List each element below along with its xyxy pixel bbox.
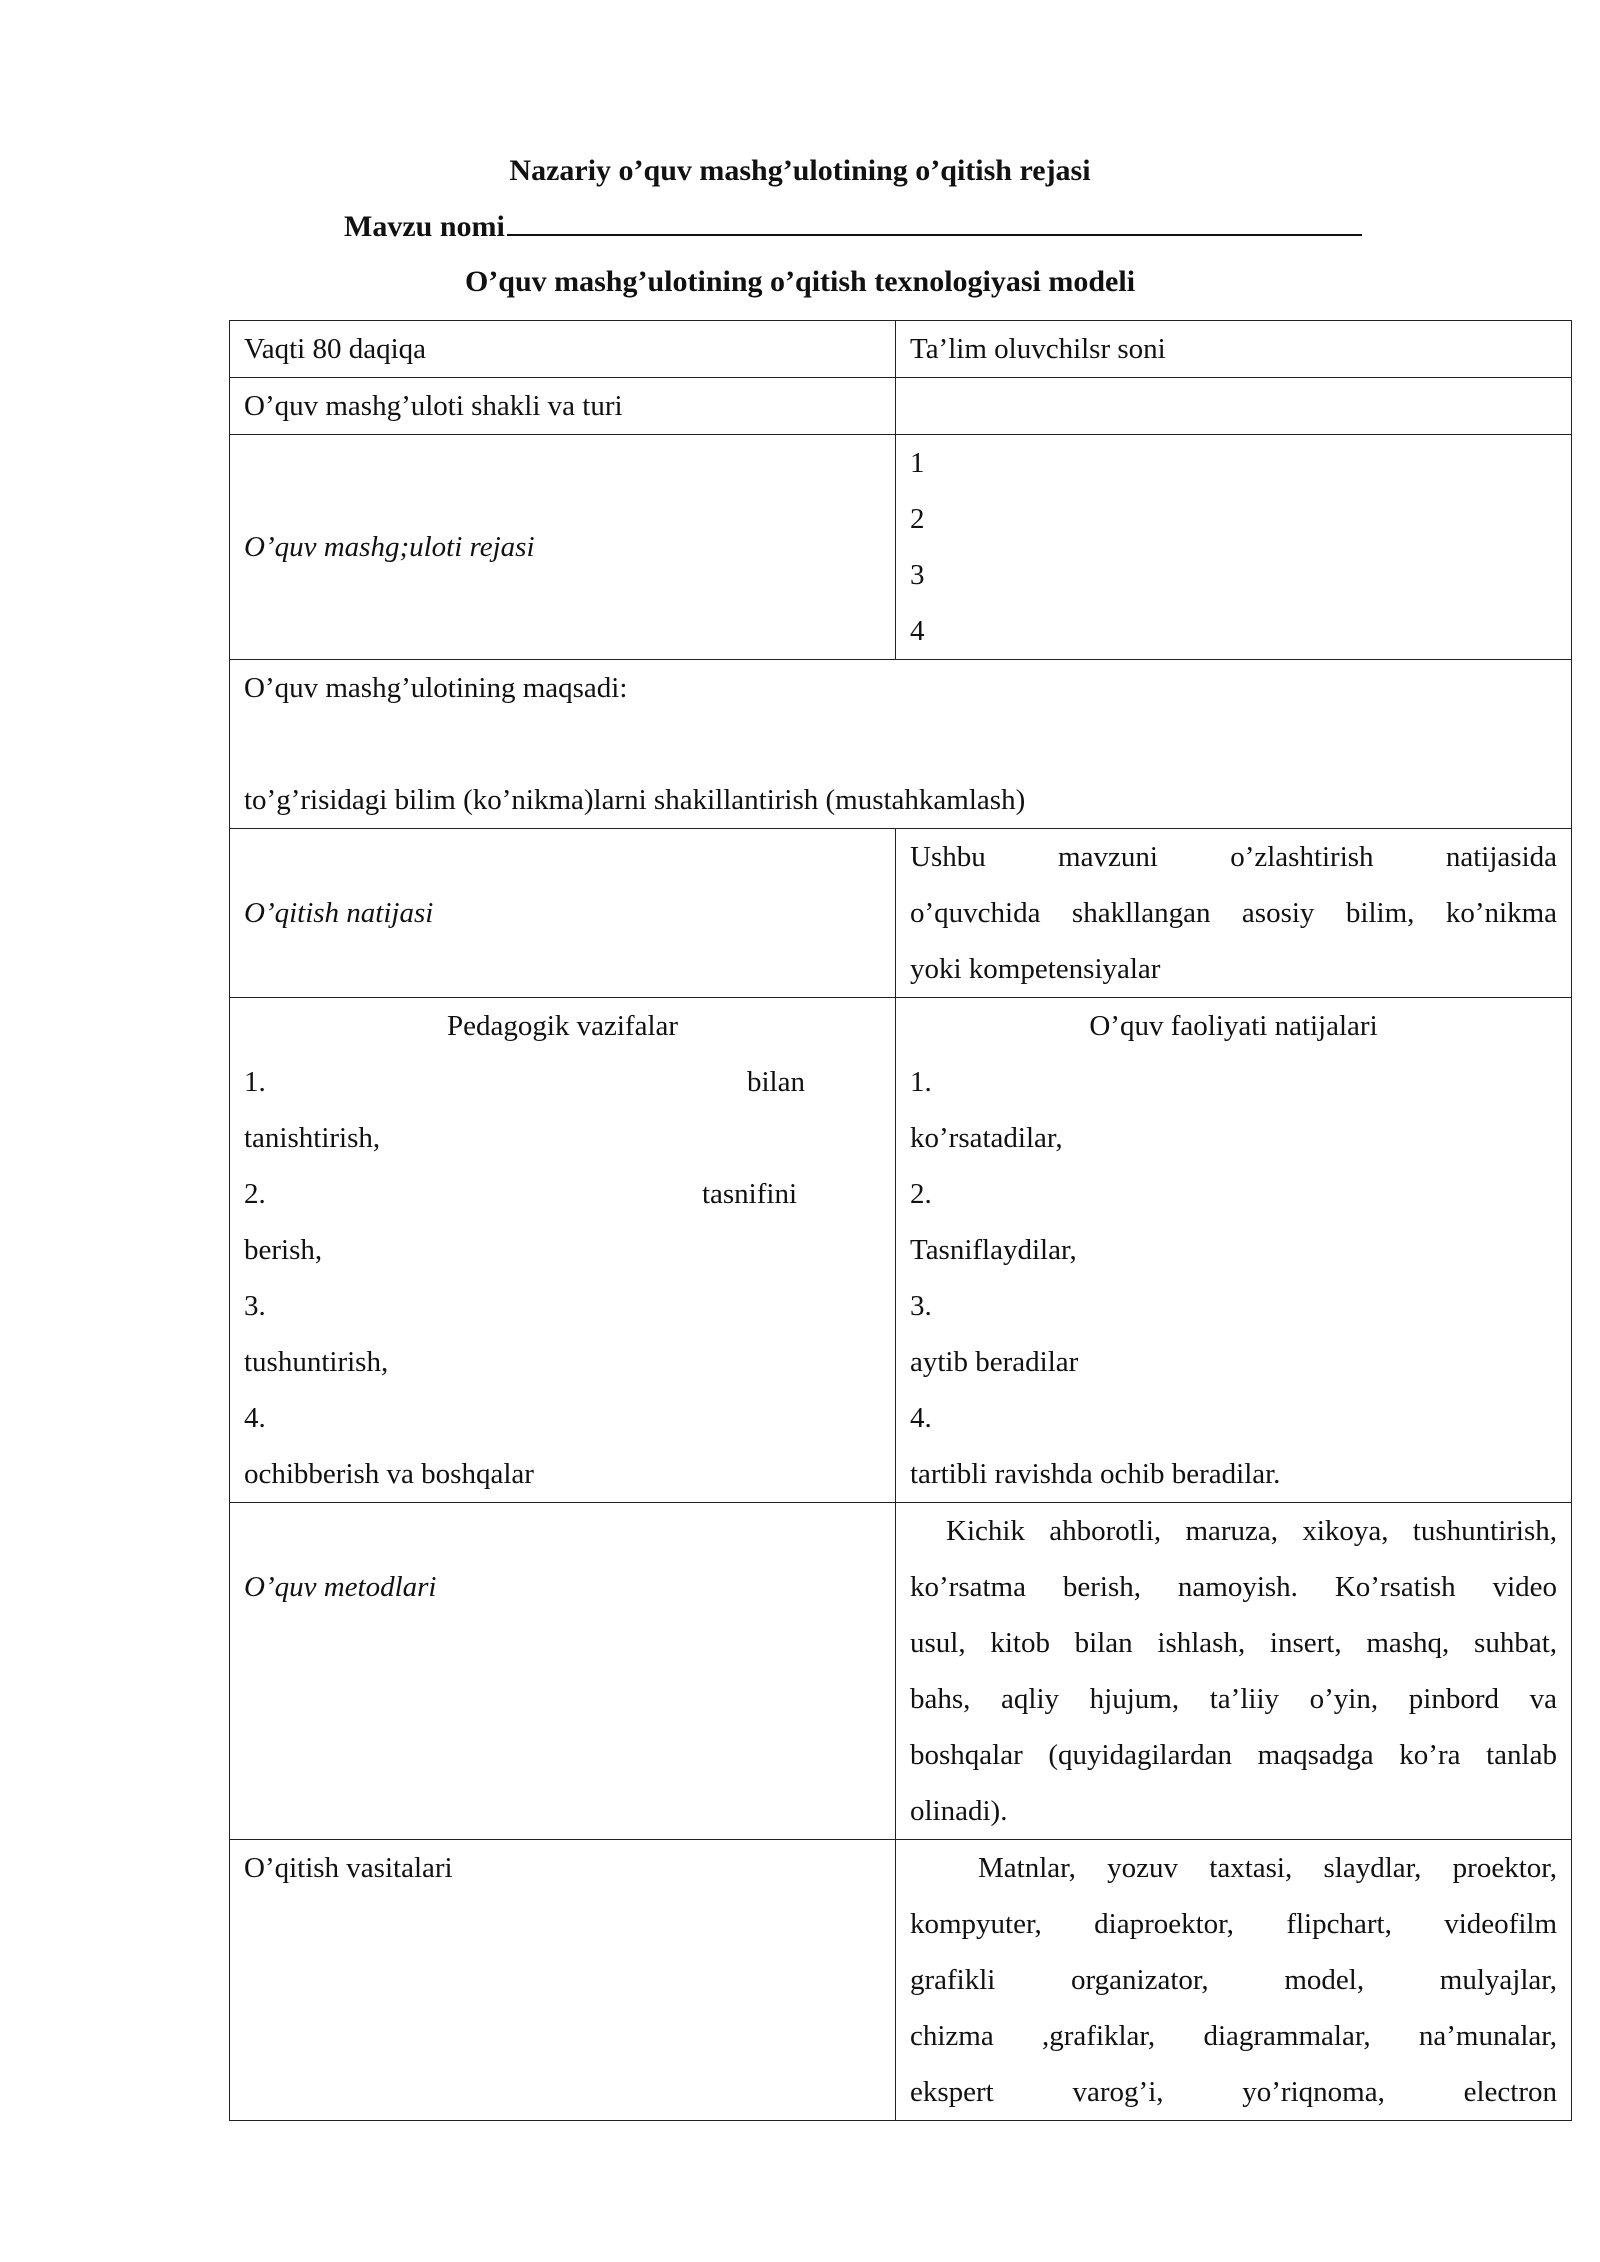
- task-line: tushuntirish,: [244, 1346, 389, 1378]
- activity-line: 1.: [910, 1066, 932, 1098]
- methods-line: usul, kitob bilan ishlash, insert, mashq, suhbat,: [910, 1627, 1557, 1659]
- result-line: o’quvchida shakllangan asosiy bilim, ko’nikma: [910, 897, 1557, 929]
- task-line: 3.: [244, 1290, 266, 1322]
- topic-name-blank: [507, 212, 1362, 236]
- task-line: 1. bilan: [244, 1066, 805, 1098]
- plan-item: 3: [910, 559, 925, 591]
- tools-line: chizma ,grafiklar, diagrammalar, na’munalar,: [910, 2020, 1557, 2052]
- time-cell: Vaqti 80 daqiqa: [230, 321, 896, 378]
- activity-results-cell: [896, 998, 1572, 1503]
- topic-name-line: [344, 212, 1362, 242]
- result-text-cell: [896, 829, 1572, 998]
- tools-line: grafikli organizator, model, mulyajlar,: [910, 1964, 1557, 1996]
- methods-line: ko’rsatma berish, namoyish. Ko’rsatish video: [910, 1571, 1557, 1603]
- task-line: 4.: [244, 1402, 266, 1434]
- form-type-cell: O’quv mashg’uloti shakli va turi: [230, 378, 896, 435]
- task-line: ochibberish va boshqalar: [244, 1458, 534, 1490]
- row-plan: [230, 435, 1572, 660]
- activity-line: Tasniflaydilar,: [910, 1234, 1077, 1266]
- tools-label-cell: O’qitish vasitalari: [230, 1840, 896, 2121]
- students-count-cell: Ta’lim oluvchilsr soni: [896, 321, 1572, 378]
- task-line: 2. tasnifini: [244, 1178, 797, 1210]
- row-time: [230, 321, 1572, 378]
- activity-line: 3.: [910, 1290, 932, 1322]
- activity-line: 4.: [910, 1402, 932, 1434]
- lesson-plan-table: [229, 320, 1572, 2121]
- tools-text-cell: [896, 1840, 1572, 2121]
- task-line: berish,: [244, 1234, 323, 1266]
- tools-line: Matnlar, yozuv taxtasi, slaydlar, proektor,: [978, 1852, 1557, 1884]
- methods-line: olinadi).: [910, 1795, 1008, 1827]
- row-methods: [230, 1503, 1572, 1840]
- row-tools: [230, 1840, 1572, 2121]
- row-result: [230, 829, 1572, 998]
- task-line: tanishtirish,: [244, 1122, 381, 1154]
- goal-blank: [244, 716, 1557, 772]
- methods-line: bahs, aqliy hjujum, ta’liiy o’yin, pinbord va: [910, 1683, 1557, 1715]
- plan-item: 4: [910, 615, 925, 647]
- tools-line: ekspert varog’i, yo’riqnoma, electron: [910, 2076, 1557, 2108]
- result-line: Ushbu mavzuni o’zlashtirish natijasida: [910, 841, 1557, 873]
- activity-line: ko’rsatadilar,: [910, 1122, 1063, 1154]
- activity-results-header: O’quv faoliyati natijalari: [1089, 1010, 1378, 1042]
- methods-line: Kichik ahborotli, maruza, xikoya, tushuntirish,: [946, 1515, 1557, 1547]
- methods-line: boshqalar (quyidagilardan maqsadga ko’ra tanlab: [910, 1739, 1557, 1771]
- document-title: Nazariy o’quv mashg’ulotining o’qitish rejasi: [509, 154, 1091, 187]
- goal-text: to’g’risidagi bilim (ko’nikma)larni shakillantirish (mustahkamlash): [244, 784, 1026, 816]
- plan-label-cell: O’quv mashg;uloti rejasi: [230, 435, 896, 660]
- plan-items-cell: [896, 435, 1572, 660]
- plan-item: 2: [910, 503, 925, 535]
- pedagogical-tasks-cell: [230, 998, 896, 1503]
- form-type-value-cell: [896, 378, 1572, 435]
- activity-line: aytib beradilar: [910, 1346, 1079, 1378]
- topic-name-label: Mavzu nomi: [344, 210, 505, 243]
- plan-item: 1: [910, 447, 925, 479]
- result-line: yoki kompetensiyalar: [910, 953, 1161, 985]
- result-label-cell: O’qitish natijasi: [230, 829, 896, 998]
- activity-line: tartibli ravishda ochib beradilar.: [910, 1458, 1281, 1490]
- model-title: O’quv mashg’ulotining o’qitish texnologiyasi modeli: [464, 265, 1136, 298]
- tools-line: kompyuter, diaproektor, flipchart, videofilm: [910, 1908, 1557, 1940]
- goal-label: O’quv mashg’ulotining maqsadi:: [244, 672, 628, 704]
- row-goal: [230, 660, 1572, 829]
- methods-label-cell: O’quv metodlari: [230, 1503, 896, 1840]
- row-form: [230, 378, 1572, 435]
- methods-text-cell: [896, 1503, 1572, 1840]
- pedagogical-tasks-header: Pedagogik vazifalar: [446, 1010, 679, 1042]
- activity-line: 2.: [910, 1178, 932, 1210]
- goal-cell: [230, 660, 1572, 829]
- row-tasks: [230, 998, 1572, 1503]
